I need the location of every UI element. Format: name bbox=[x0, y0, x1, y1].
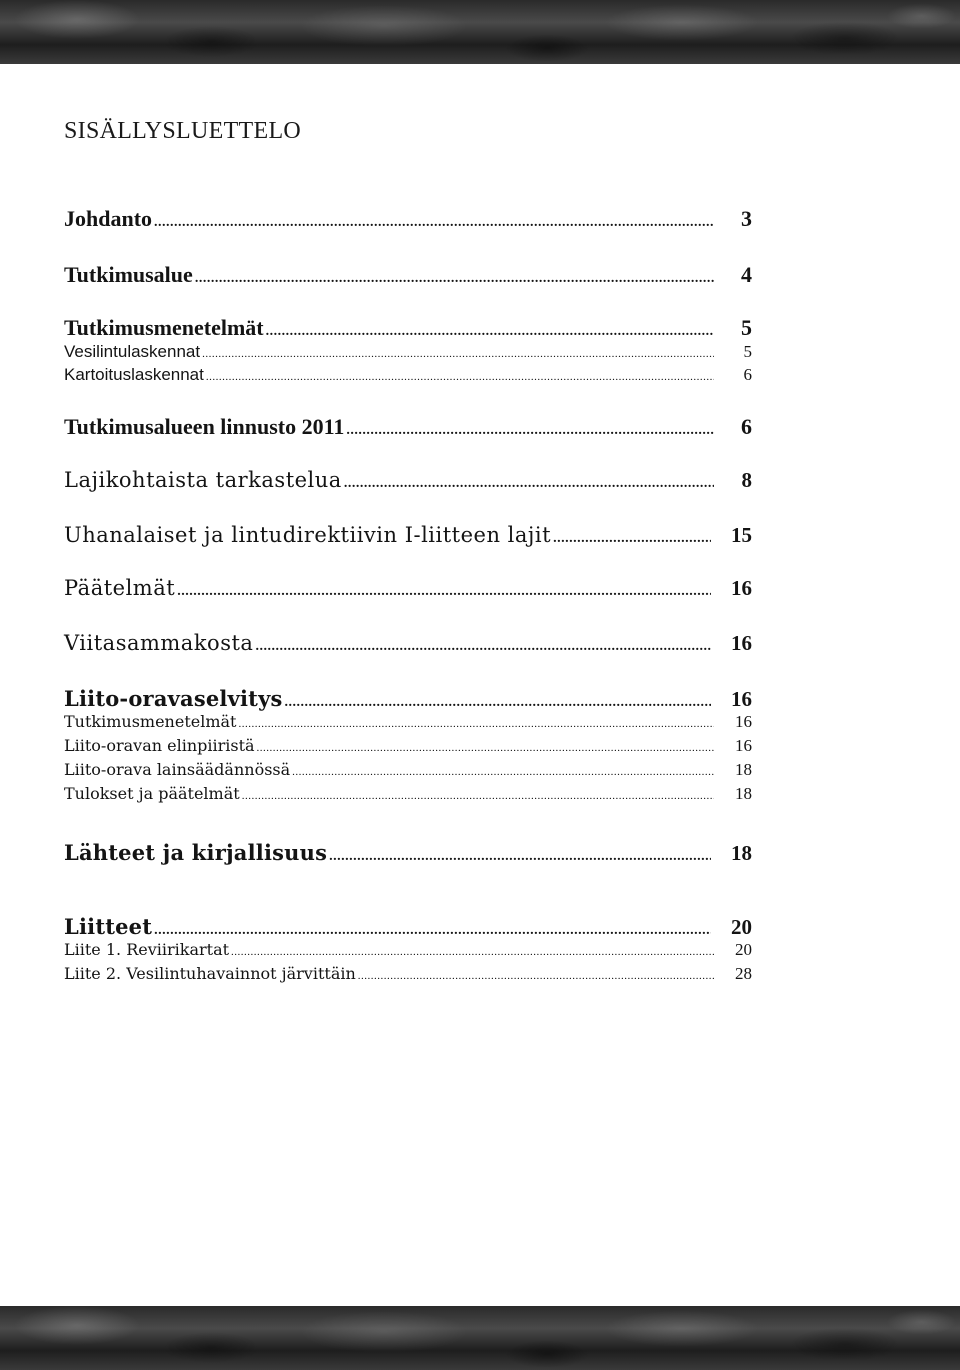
toc-entry-tutkimusalue[interactable] bbox=[64, 262, 752, 286]
toc-entry-page: 16 bbox=[731, 631, 752, 655]
toc-subentry-tulokset[interactable] bbox=[64, 784, 752, 806]
toc-entry-label: Vesilintulaskennat bbox=[64, 342, 201, 361]
toc-entry-page: 16 bbox=[731, 687, 752, 711]
toc-entry-label: Uhanalaiset ja lintudirektiivin I-liitteen lajit bbox=[64, 523, 552, 547]
dot-leader bbox=[553, 531, 711, 547]
toc-entry-page: 16 bbox=[735, 736, 752, 755]
dot-leader bbox=[154, 923, 711, 939]
toc-entry-page: 5 bbox=[741, 315, 752, 340]
toc-entry-page: 18 bbox=[731, 841, 752, 865]
toc-entry-label: Tutkimusmenetelmät bbox=[64, 712, 237, 731]
dot-leader bbox=[358, 970, 714, 982]
dot-leader bbox=[177, 584, 711, 600]
toc-entry-label: Liite 1. Reviirikartat bbox=[64, 940, 230, 959]
dot-leader bbox=[255, 639, 711, 655]
dot-leader bbox=[206, 371, 714, 383]
toc-entry-page: 18 bbox=[735, 784, 752, 803]
dot-leader bbox=[292, 766, 714, 778]
toc-entry-page: 6 bbox=[741, 414, 752, 439]
stone-texture-footer bbox=[0, 1306, 960, 1370]
dot-leader bbox=[231, 946, 714, 958]
toc-entry-label: Johdanto bbox=[64, 206, 153, 231]
toc-entry-page: 4 bbox=[741, 262, 752, 287]
dot-leader bbox=[329, 849, 711, 865]
stone-texture-header bbox=[0, 0, 960, 64]
toc-entry-lahteet[interactable] bbox=[64, 840, 752, 864]
toc-entry-tutkimusmenetelmat[interactable] bbox=[64, 315, 752, 339]
dot-leader bbox=[266, 324, 714, 340]
toc-subentry-elinpiirista[interactable] bbox=[64, 736, 752, 758]
dot-leader bbox=[346, 423, 714, 439]
dot-leader bbox=[257, 742, 714, 754]
toc-entry-label: Kartoituslaskennat bbox=[64, 365, 204, 384]
toc-entry-label: Tutkimusmenetelmät bbox=[64, 315, 264, 340]
toc-entry-uhanalaiset[interactable] bbox=[64, 523, 752, 547]
toc-entry-label: Liito-orava lainsäädännössä bbox=[64, 760, 291, 779]
toc-entry-page: 8 bbox=[741, 468, 752, 492]
toc-subentry-vesilintulaskennat[interactable] bbox=[64, 342, 752, 364]
toc-subentry-tutkimusmenetelmat[interactable] bbox=[64, 712, 752, 734]
dot-leader bbox=[344, 476, 714, 492]
toc-entry-johdanto[interactable] bbox=[64, 206, 752, 230]
toc-subentry-liite-1[interactable] bbox=[64, 940, 752, 962]
toc-entry-label: Liitteet bbox=[64, 914, 153, 939]
dot-leader bbox=[285, 695, 712, 711]
dot-leader bbox=[238, 718, 714, 730]
toc-entry-label: Lajikohtaista tarkastelua bbox=[64, 468, 342, 492]
toc-entry-page: 16 bbox=[731, 576, 752, 600]
dot-leader bbox=[242, 790, 714, 802]
toc-entry-liitteet[interactable] bbox=[64, 914, 752, 938]
toc-entry-label: Päätelmät bbox=[64, 576, 176, 600]
toc-entry-label: Tutkimusalue bbox=[64, 262, 193, 287]
dot-leader bbox=[202, 348, 714, 360]
toc-entry-paatelmat[interactable] bbox=[64, 576, 752, 600]
toc-entry-page: 3 bbox=[741, 206, 752, 231]
toc-entry-linnusto[interactable] bbox=[64, 414, 752, 438]
toc-entry-label: Tutkimusalueen linnusto 2011 bbox=[64, 414, 345, 439]
toc-subentry-kartoituslaskennat[interactable] bbox=[64, 365, 752, 387]
toc-entry-page: 16 bbox=[735, 712, 752, 731]
toc-entry-page: 28 bbox=[735, 964, 752, 983]
toc-entry-page: 6 bbox=[743, 365, 752, 384]
toc-entry-page: 15 bbox=[731, 523, 752, 547]
toc-entry-page: 5 bbox=[743, 342, 752, 361]
toc-entry-label: Lähteet ja kirjallisuus bbox=[64, 840, 328, 865]
toc-entry-label: Tulokset ja päätelmät bbox=[64, 784, 240, 803]
toc-subentry-lainsaadannossa[interactable] bbox=[64, 760, 752, 782]
toc-subentry-liite-2[interactable] bbox=[64, 964, 752, 986]
toc-entry-label: Liito-oravan elinpiiristä bbox=[64, 736, 255, 755]
dot-leader bbox=[154, 215, 714, 231]
dot-leader bbox=[195, 271, 714, 287]
toc-entry-page: 20 bbox=[731, 915, 752, 939]
toc-entry-lajikohtaista[interactable] bbox=[64, 468, 752, 492]
toc-entry-label: Liito-oravaselvitys bbox=[64, 686, 283, 711]
toc-entry-viitasammakosta[interactable] bbox=[64, 631, 752, 655]
toc-entry-label: Liite 2. Vesilintuhavainnot järvittäin bbox=[64, 964, 356, 983]
toc-entry-page: 18 bbox=[735, 760, 752, 779]
toc-entry-label: Viitasammakosta bbox=[64, 631, 254, 655]
toc-entry-liito-oravaselvitys[interactable] bbox=[64, 686, 752, 710]
toc-entry-page: 20 bbox=[735, 940, 752, 959]
toc-heading: SISÄLLYSLUETTELO bbox=[64, 118, 302, 144]
